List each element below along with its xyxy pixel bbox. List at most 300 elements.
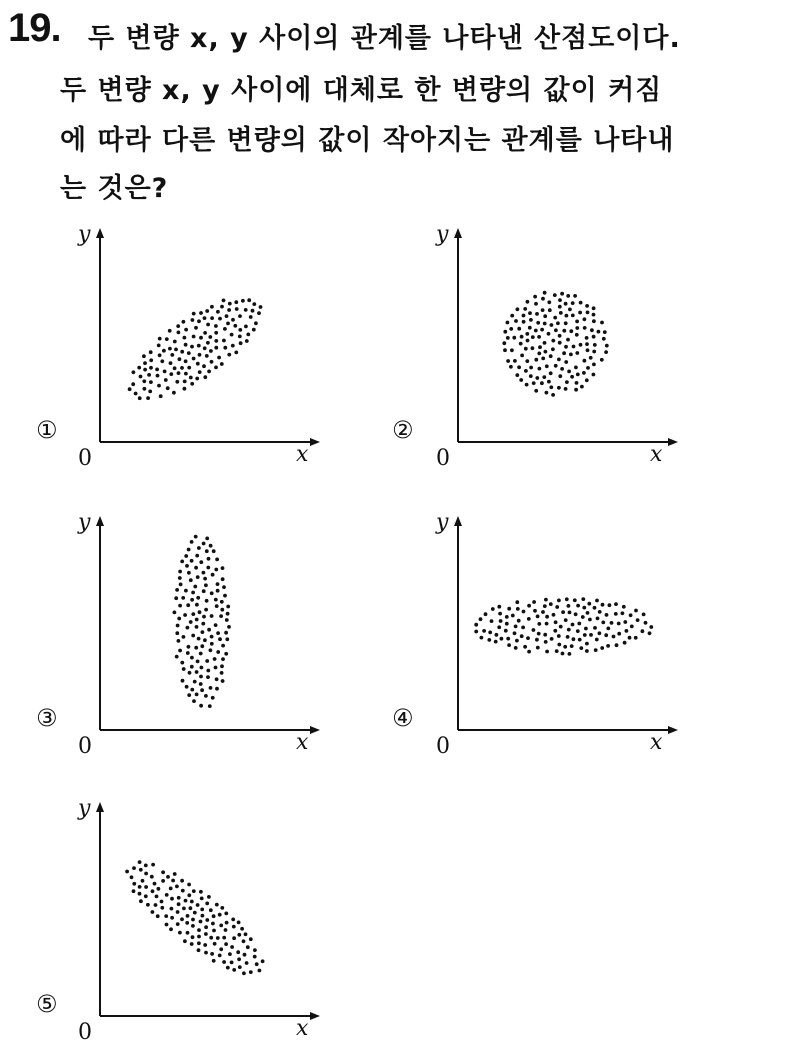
scatter-dot (529, 366, 533, 370)
scatter-dot (224, 631, 228, 635)
scatter-dot (487, 638, 491, 642)
scatter-dot (220, 305, 224, 309)
y-axis-label: y (78, 796, 91, 821)
scatter-dot (221, 566, 225, 570)
scatter-dot (210, 360, 214, 364)
scatter-dot (197, 546, 201, 550)
scatter-dot (555, 605, 559, 609)
scatter-dot (186, 626, 190, 630)
scatter-dot (242, 971, 246, 975)
scatter-dot (186, 931, 190, 935)
scatter-dot (204, 925, 208, 929)
scatter-dot (524, 369, 528, 373)
scatter-dot (203, 943, 207, 947)
choice-label-5: ⑤ (36, 990, 58, 1018)
scatter-dot (571, 623, 575, 627)
scatter-dot (180, 560, 184, 564)
scatter-dot (592, 373, 596, 377)
scatter-dot (575, 326, 579, 330)
scatter-dot (164, 378, 168, 382)
scatter-dot (216, 631, 220, 635)
scatter-dot (185, 564, 189, 568)
scatter-dot (187, 366, 191, 370)
scatter-dot (525, 332, 529, 336)
scatter-dot (558, 298, 562, 302)
scatter-dot (586, 311, 590, 315)
scatter-dot (214, 346, 218, 350)
scatter-dot (554, 328, 558, 332)
scatter-dot (192, 699, 196, 703)
scatter-dot (203, 638, 207, 642)
scatter-dot (214, 666, 218, 670)
scatter-dot (197, 948, 201, 952)
scatter-dot (488, 631, 492, 635)
scatter-dot (237, 957, 241, 961)
scatter-dot (149, 358, 153, 362)
scatter-dot (517, 327, 521, 331)
scatter-dot (585, 342, 589, 346)
scatter-dot (149, 366, 153, 370)
scatter-dot (510, 314, 514, 318)
scatter-dot (202, 615, 206, 619)
scatter-dot (204, 932, 208, 936)
scatter-dot (513, 631, 517, 635)
scatter-dot (551, 339, 555, 343)
scatter-dot (205, 537, 209, 541)
scatter-dot (211, 922, 215, 926)
scatter-dot (220, 608, 224, 612)
scatter-dot (566, 635, 570, 639)
scatter-dot (144, 864, 148, 868)
scatter-dot (186, 914, 190, 918)
scatter-dot (526, 339, 530, 343)
scatter-dot (211, 696, 215, 700)
scatter-dot (199, 652, 203, 656)
scatter-dot (139, 868, 143, 872)
scatter-dot (533, 295, 537, 299)
scatter-dot (178, 931, 182, 935)
scatter-dot (606, 627, 610, 631)
scatter-dot (567, 628, 571, 632)
scatter-dot (511, 614, 515, 618)
choice-label-4: ④ (392, 704, 414, 732)
scatter-dot (143, 387, 147, 391)
scatter-dot (214, 366, 218, 370)
scatter-dot (230, 945, 234, 949)
scatter-dot (182, 320, 186, 324)
scatter-dot (210, 591, 214, 595)
scatter-dot (185, 685, 189, 689)
scatter-dot (177, 617, 181, 621)
scatter-dot (592, 319, 596, 323)
scatter-dot (564, 321, 568, 325)
scatter-dot (506, 321, 510, 325)
scatter-dot (192, 357, 196, 361)
scatter-dot (205, 902, 209, 906)
scatter-dot (557, 634, 561, 638)
scatter-dot (223, 594, 227, 598)
scatter-dot (251, 309, 255, 313)
scatter-dot (142, 354, 146, 358)
scatter-dot (181, 679, 185, 683)
scatter-dot (193, 585, 197, 589)
scatter-dot (565, 314, 569, 318)
scatter-dot (143, 361, 147, 365)
scatter-dot (224, 912, 228, 916)
scatter-dot (562, 329, 566, 333)
scatter-dot (195, 554, 199, 558)
scatter-dot (615, 643, 619, 647)
scatter-dot (525, 383, 529, 387)
scatter-dot (527, 650, 531, 654)
scatter-dot (230, 333, 234, 337)
scatter-dot (579, 646, 583, 650)
scatter-dot (223, 327, 227, 331)
scatter-dot (474, 623, 478, 627)
scatter-dot (505, 615, 509, 619)
scatter-dot (526, 300, 530, 304)
scatter-dot (595, 638, 599, 642)
scatter-dot (207, 628, 211, 632)
scatter-dot (132, 882, 136, 886)
scatter-dot (187, 571, 191, 575)
scatter-dot (513, 359, 517, 363)
scatter-dot (246, 945, 250, 949)
scatter-dot (198, 610, 202, 614)
scatter-dot (516, 607, 520, 611)
scatter-dot (215, 903, 219, 907)
scatter-dot (203, 346, 207, 350)
scatter-dot (209, 544, 213, 548)
scatter-dot (603, 330, 607, 334)
scatter-dot (574, 612, 578, 616)
scatter-dot (570, 644, 574, 648)
scatter-dot (156, 914, 160, 918)
option-5-plot[interactable] (30, 794, 360, 1054)
scatter-dot (203, 577, 207, 581)
scatter-dot (168, 329, 172, 333)
scatter-dot (214, 324, 218, 328)
scatter-dot (583, 359, 587, 363)
scatter-dot (549, 354, 553, 358)
scatter-dot (612, 635, 616, 639)
question-line-3: 에 따라 다른 변량의 값이 작아지는 관계를 나타내 (60, 125, 675, 156)
scatter-dot (183, 380, 187, 384)
scatter-dot (259, 305, 263, 309)
scatter-dot (190, 665, 194, 669)
scatter-dot (535, 312, 539, 316)
scatter-dot (195, 603, 199, 607)
scatter-dot (173, 366, 177, 370)
scatter-dot (197, 935, 201, 939)
scatter-dot (176, 624, 180, 628)
scatter-dot (581, 597, 585, 601)
scatter-dot (531, 346, 535, 350)
scatter-dot (595, 599, 599, 603)
scatter-dot (196, 596, 200, 600)
scatter-dot (183, 387, 187, 391)
scatter-dot (192, 889, 196, 893)
scatter-dot (189, 376, 193, 380)
scatter-dot (522, 314, 526, 318)
scatter-dot (549, 602, 553, 606)
scatter-dot (183, 336, 187, 340)
scatter-dot (198, 353, 202, 357)
scatter-dot (206, 675, 210, 679)
scatter-dot (512, 336, 516, 340)
scatter-dot (604, 350, 608, 354)
scatter-dot (234, 300, 238, 304)
scatter-dot (221, 679, 225, 683)
scatter-dot (585, 304, 589, 308)
scatter-dot (139, 899, 143, 903)
scatter-dot (187, 645, 191, 649)
scatter-dot (535, 638, 539, 642)
scatter-dot (592, 335, 596, 339)
scatter-dot (556, 321, 560, 325)
scatter-dot (137, 366, 141, 370)
scatter-dot (574, 388, 578, 392)
scatter-dot (191, 918, 195, 922)
scatter-dot (223, 346, 227, 350)
scatter-dot (157, 384, 161, 388)
scatter-dot (200, 644, 204, 648)
scatter-dot (557, 358, 561, 362)
scatter-dot (202, 542, 206, 546)
scatter-dot (544, 598, 548, 602)
scatter-dot (198, 370, 202, 374)
choice-label-2: ② (392, 416, 414, 444)
scatter-dot (196, 903, 200, 907)
scatter-dot (255, 962, 259, 966)
scatter-dot (219, 614, 223, 618)
option-2-plot[interactable] (388, 220, 718, 480)
scatter-dot (182, 635, 186, 639)
y-axis-arrow (454, 228, 462, 238)
scatter-dot (195, 670, 199, 674)
scatter-dot (218, 637, 222, 641)
scatter-dot (188, 671, 192, 675)
scatter-dot (497, 605, 501, 609)
scatter-dot (634, 609, 638, 613)
scatter-plot-5 (30, 794, 360, 1054)
scatter-dot (605, 613, 609, 617)
scatter-dot (222, 936, 226, 940)
scatter-dot (538, 367, 542, 371)
y-axis-arrow (96, 516, 104, 526)
scatter-dot (568, 611, 572, 615)
scatter-dot (567, 370, 571, 374)
option-3-plot[interactable] (30, 508, 360, 768)
scatter-dot (575, 320, 579, 324)
scatter-dot (541, 357, 545, 361)
scatter-dot (523, 307, 527, 311)
scatter-dot (213, 657, 217, 661)
scatter-dot (586, 366, 590, 370)
scatter-dot (540, 381, 544, 385)
scatter-dot (576, 629, 580, 633)
scatter-dot (576, 373, 580, 377)
origin-label: 0 (78, 1020, 92, 1045)
scatter-dot (178, 576, 182, 580)
scatter-dot (598, 631, 602, 635)
scatter-dot (537, 352, 541, 356)
scatter-dot (230, 961, 234, 965)
scatter-dot (215, 687, 219, 691)
scatter-dot (215, 558, 219, 562)
scatter-dot (588, 618, 592, 622)
scatter-dot (563, 645, 567, 649)
scatter-dot (194, 566, 198, 570)
x-axis-arrow (310, 726, 320, 734)
scatter-dot (184, 343, 188, 347)
scatter-dot (214, 623, 218, 627)
scatter-dot (623, 641, 627, 645)
scatter-dot (622, 605, 626, 609)
scatter-dot (160, 906, 164, 910)
scatter-dot (569, 329, 573, 333)
scatter-dot (550, 637, 554, 641)
scatter-dot (593, 343, 597, 347)
scatter-dot (593, 606, 597, 610)
scatter-dot (610, 621, 614, 625)
scatter-dot (187, 893, 191, 897)
scatter-dot (215, 677, 219, 681)
scatter-dot (220, 906, 224, 910)
scatter-dot (203, 331, 207, 335)
scatter-dot (204, 951, 208, 955)
scatter-dot (598, 610, 602, 614)
scatter-dot (536, 646, 540, 650)
scatter-dot (503, 348, 507, 352)
scatter-dot (528, 311, 532, 315)
scatter-dot (184, 328, 188, 332)
scatter-dot (522, 610, 526, 614)
y-axis-arrow (96, 228, 104, 238)
scatter-dot (208, 704, 212, 708)
scatter-dot (634, 636, 638, 640)
scatter-dot (614, 602, 618, 606)
scatter-dot (509, 327, 513, 331)
scatter-dot (506, 336, 510, 340)
scatter-dot (231, 918, 235, 922)
scatter-dot (173, 872, 177, 876)
scatter-dot (551, 393, 555, 397)
scatter-dot (210, 642, 214, 646)
scatter-dot (541, 297, 545, 301)
scatter-dot (510, 348, 514, 352)
scatter-dot (209, 686, 213, 690)
scatter-dot (176, 910, 180, 914)
scatter-dot (253, 955, 257, 959)
scatter-dot (209, 349, 213, 353)
option-4-plot[interactable] (388, 508, 718, 768)
scatter-dot (553, 316, 557, 320)
scatter-dot (520, 335, 524, 339)
scatter-dot (249, 970, 253, 974)
scatter-dot (179, 583, 183, 587)
scatter-dot (164, 914, 168, 918)
y-axis-arrow (96, 802, 104, 812)
scatter-dot (257, 311, 261, 315)
scatter-dot (543, 291, 547, 295)
scatter-dot (572, 345, 576, 349)
scatter-dot (139, 375, 143, 379)
scatter-dot (642, 613, 646, 617)
scatter-dot (590, 328, 594, 332)
scatter-dot (589, 356, 593, 360)
scatter-dot (592, 306, 596, 310)
scatter-dot (224, 942, 228, 946)
scatter-dot (176, 922, 180, 926)
scatter-dot (197, 928, 201, 932)
scatter-dot (575, 381, 579, 385)
scatter-dot (212, 959, 216, 963)
scatter-dot (169, 887, 173, 891)
scatter-dot (170, 353, 174, 357)
scatter-dot (233, 324, 237, 328)
scatter-dot (181, 596, 185, 600)
scatter-dot (514, 625, 518, 629)
scatter-dot (574, 366, 578, 370)
scatter-dot (557, 599, 561, 603)
scatter-dot (180, 366, 184, 370)
x-axis-arrow (310, 1012, 320, 1020)
scatter-dot (534, 389, 538, 393)
scatter-dot (225, 314, 229, 318)
scatter-dot (537, 335, 541, 339)
option-1-plot[interactable] (30, 220, 360, 480)
scatter-dot (173, 340, 177, 344)
scatter-dot (507, 643, 511, 647)
scatter-dot (504, 629, 508, 633)
scatter-dot (614, 612, 618, 616)
scatter-dot (527, 617, 531, 621)
scatter-dot (144, 894, 148, 898)
scatter-dot (220, 664, 224, 668)
scatter-dot (249, 937, 253, 941)
scatter-dot (222, 339, 226, 343)
scatter-dot (143, 368, 147, 372)
scatter-dot (503, 330, 507, 334)
scatter-dot (144, 872, 148, 876)
scatter-dot (214, 598, 218, 602)
scatter-dot (600, 358, 604, 362)
scatter-dot (514, 646, 518, 650)
scatter-dot (244, 932, 248, 936)
scatter-dot (534, 329, 538, 333)
scatter-dot (187, 693, 191, 697)
scatter-dot (199, 560, 203, 564)
scatter-dot (218, 913, 222, 917)
scatter-dot (559, 625, 563, 629)
scatter-dot (543, 322, 547, 326)
scatter-dot (557, 386, 561, 390)
scatter-dot (532, 600, 536, 604)
scatter-dot (141, 879, 145, 883)
scatter-dot (210, 635, 214, 639)
scatter-dot (533, 609, 537, 613)
scatter-dot (156, 374, 160, 378)
scatter-dot (199, 704, 203, 708)
scatter-dot (200, 688, 204, 692)
scatter-dot (165, 337, 169, 341)
scatter-dot (550, 323, 554, 327)
scatter-dot (226, 322, 230, 326)
scatter-dot (195, 618, 199, 622)
scatter-dot (557, 643, 561, 647)
scatter-dot (191, 591, 195, 595)
